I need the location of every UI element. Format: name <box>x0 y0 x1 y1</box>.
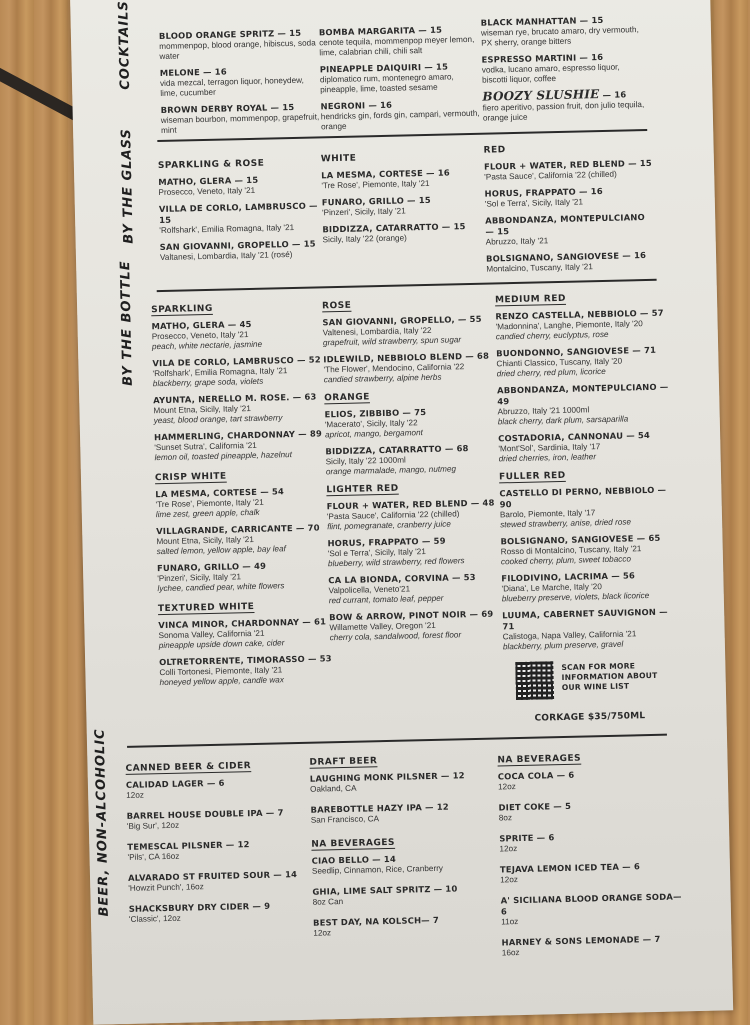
item-name: TEMESCAL PILSNER — 12 <box>127 839 250 852</box>
menu-item <box>313 914 493 939</box>
menu-item <box>157 559 333 594</box>
section-heading: LIGHTER RED <box>326 483 399 496</box>
item-description: 'Sol e Terra', Sicily, Italy '21 <box>327 547 426 559</box>
tasting-notes: red currant, tomato leaf, pepper <box>328 593 444 606</box>
section-heading: ROSE <box>322 300 352 312</box>
item-description: 'Pinzeri', Sicily, Italy '21 <box>157 572 242 584</box>
item-description: 8oz <box>498 813 513 823</box>
section-heading: SPARKLING <box>151 303 213 316</box>
item-name: BAREBOTTLE HAZY IPA — 12 <box>310 801 449 815</box>
item-description: diplomatico rum, montenegro amaro, pineapple, lime, toasted sesame <box>319 72 454 95</box>
tasting-notes: blueberry preserve, violets, black licorice <box>501 591 650 604</box>
menu-item <box>328 571 499 606</box>
item-name: IDLEWILD, NEBBIOLO BLEND — 68 <box>323 350 490 365</box>
item-name: ELIOS, ZIBBIBO — 75 <box>324 407 427 420</box>
item-description: Abruzzo, Italy '21 <box>485 236 549 247</box>
tasting-notes: candied strawberry, alpine herbs <box>323 372 442 385</box>
item-description: Sicily, Italy '22 1000ml <box>325 455 406 467</box>
menu-item <box>496 344 672 379</box>
item-name: FILODIVINO, LACRIMA — 56 <box>501 570 636 584</box>
menu-item <box>502 606 678 652</box>
tasting-notes: grapefruit, wild strawberry, spun sugar <box>322 335 462 348</box>
item-description: Barolo, Piemonte, Italy '17 <box>499 508 596 520</box>
item-description: 'Pils', CA 16oz <box>127 851 180 862</box>
menu-item <box>324 405 495 440</box>
item-name: PINEAPPLE DAIQUIRI — 15 <box>319 61 449 75</box>
item-name: BOLSIGNANO, SANGIOVESE — 65 <box>500 532 661 547</box>
menu-item <box>495 307 671 342</box>
tasting-notes: orange marmalade, mango, nutmeg <box>325 464 457 477</box>
item-description: 'Sol e Terra', Sicily, Italy '21 <box>484 197 584 209</box>
item-description: 12oz <box>126 790 145 800</box>
item-description: Willamette Valley, Oregon '21 <box>329 620 436 633</box>
item-description: 'Classic', 12oz <box>128 913 181 924</box>
bottle-col-3 <box>495 291 680 725</box>
menu-item <box>152 354 328 389</box>
item-description: Rosso di Montalcino, Tuscany, Italy '21 <box>500 544 642 557</box>
menu-item <box>320 61 481 96</box>
tasting-notes: lemon oil, toasted pineapple, hazelnut <box>154 450 293 463</box>
item-description: 12oz <box>497 782 516 792</box>
menu-item <box>485 185 655 210</box>
side-label-by-the-bottle: BY THE BOTTLE <box>118 260 136 386</box>
item-description: Montalcino, Tuscany, Italy '21 <box>486 262 593 274</box>
menu-item <box>160 238 320 263</box>
item-name: LAUGHING MONK PILSNER — 12 <box>309 770 465 784</box>
item-description: Seedlip, Cinnamon, Rice, Cranberry <box>311 863 444 876</box>
menu-item <box>127 838 307 863</box>
item-description: cenote tequila, mommenpop meyer lemon, lime, calabrian chili, chili salt <box>319 34 475 58</box>
item-description: vodka, lucano amaro, espresso liquor, biscotti liquor, coffee <box>481 62 620 85</box>
item-name: FUNARO, GRILLO — 49 <box>156 560 267 574</box>
item-description: Valpolicella, Veneto'21 <box>328 584 411 596</box>
menu-item <box>158 173 318 198</box>
item-description: Chianti Classico, Tuscany, Italy '20 <box>496 356 623 369</box>
item-name: SAN GIOVANNI, GROPELLO — 15 <box>159 238 316 253</box>
menu-item <box>322 221 482 246</box>
item-description: 12oz <box>313 928 332 938</box>
tasting-notes: flint, pomegranate, cranberry juice <box>327 519 451 532</box>
tasting-notes: blackberry, plum preserve, gravel <box>502 639 624 652</box>
section-heading: NA BEVERAGES <box>311 837 396 850</box>
item-name: VILLA DE CORLO, LAMBRUSCO — 15 <box>158 200 318 226</box>
section-heading: RED <box>483 145 506 156</box>
section-heading: CRISP WHITE <box>154 471 227 484</box>
item-name: BIDDIZZA, CATARRATTO — 15 <box>322 221 466 235</box>
item-description: Mount Etna, Sicily, Italy '21 <box>156 534 254 547</box>
glass-col-red <box>484 142 657 281</box>
section-heading: WHITE <box>320 153 357 165</box>
menu-item <box>327 497 498 532</box>
item-name: FLOUR + WATER, RED BLEND — 48 <box>326 497 495 512</box>
beer-col-canned <box>125 760 309 935</box>
tasting-notes: apricot, mango, bergamont <box>324 428 423 440</box>
qr-code-icon[interactable] <box>515 661 554 700</box>
item-description: 16oz <box>501 948 520 958</box>
menu-item <box>320 98 481 133</box>
tasting-notes: salted lemon, yellow apple, bay leaf <box>156 544 286 557</box>
menu-item <box>154 428 330 463</box>
menu-item <box>160 64 321 99</box>
beer-col-na <box>497 751 692 968</box>
item-description: vida mezcal, terragon liquor, honeydew, lime, cucumber <box>159 75 304 98</box>
item-name: A' SICILIANA BLOOD ORANGE SODA— 6 <box>500 891 682 917</box>
tasting-notes: stewed strawberry, anise, dried rose <box>500 517 632 530</box>
item-name: BIDDIZZA, CATARRATTO — 68 <box>325 443 469 457</box>
menu-item <box>481 51 647 86</box>
item-description: wiseman rye, brucato amaro, dry vermouth, PX sherry, orange bitters <box>480 25 639 48</box>
item-name: VILLAGRANDE, CARRICANTE — 70 <box>156 522 320 537</box>
corkage-fee: CORKAGE $35/750ML <box>534 711 646 724</box>
glass-col-white <box>321 151 483 252</box>
tasting-notes: honeyed yellow apple, candle wax <box>159 675 284 688</box>
menu-item <box>498 429 674 464</box>
item-name: LA MESMA, CORTESE — 54 <box>155 486 285 500</box>
tasting-notes: yeast, blood orange, tart strawberry <box>153 413 283 426</box>
item-description: 11oz <box>501 917 519 927</box>
menu-item <box>486 250 656 275</box>
tasting-notes: cherry cola, sandalwood, forest floor <box>329 630 462 643</box>
item-description: 'Big Sur', 12oz <box>126 820 180 831</box>
item-name: FLOUR + WATER, RED BLEND — 15 <box>483 157 652 172</box>
menu-item <box>127 807 307 832</box>
tasting-notes: cooked cherry, plum, sweet tobacco <box>500 554 632 567</box>
item-name: HORUS, FRAPPATO — 59 <box>327 535 446 549</box>
side-label-beer-non-alcoholic: BEER, NON-ALCOHOLIC <box>92 728 112 917</box>
menu-item <box>129 900 309 925</box>
menu-item <box>126 776 306 801</box>
item-description: Mount Etna, Sicily, Italy '21 <box>153 404 251 416</box>
item-description: 8oz Can <box>312 897 344 907</box>
boozy-slushie-title: BOOZY SLUSHIE <box>482 87 600 104</box>
menu-item <box>499 484 675 530</box>
tasting-notes: dried cherries, iron, leather <box>498 452 597 464</box>
item-name: VINCA MINOR, CHARDONNAY — 61 <box>158 616 327 631</box>
item-description: 12oz <box>499 844 518 854</box>
menu-item <box>151 317 327 352</box>
item-description: Prosecco, Veneto, Italy '21 <box>151 330 249 342</box>
item-description: Calistoga, Napa Valley, California '21 <box>502 629 637 642</box>
menu-item <box>319 24 480 59</box>
item-name: COSTADORIA, CANNONAU — 54 <box>498 429 651 444</box>
item-description: 'Howzit Punch', 16oz <box>128 882 204 893</box>
wine-menu-sheet <box>70 0 733 1025</box>
item-description: Oakland, CA <box>309 783 357 794</box>
menu-item <box>310 770 490 795</box>
item-description: hendricks gin, fords gin, campari, vermouth, orange <box>320 108 480 132</box>
tasting-notes: black cherry, dark plum, sarsaparilla <box>497 414 629 427</box>
menu-item <box>156 522 332 557</box>
item-description: 'Pinzeri', Sicily, Italy '21 <box>321 206 406 218</box>
menu-item <box>500 532 676 567</box>
item-name: LUUMA, CABERNET SAUVIGNON — 71 <box>502 606 668 632</box>
section-heading: SPARKLING & ROSE <box>157 158 265 172</box>
tasting-notes: peach, white nectarie, jasmine <box>151 339 263 352</box>
cocktails-col-3 <box>481 14 648 130</box>
item-description: mommenpop, blood orange, hibiscus, soda water <box>159 38 316 61</box>
item-description: 'Tre Rose', Piemonte, Italy '21 <box>321 178 430 191</box>
item-description: 'Pasta Sauce', California '22 (chilled) <box>326 509 460 522</box>
item-description: wiseman bourbon, mommenpop, grapefruit, mint <box>160 112 320 135</box>
menu-item <box>155 485 331 520</box>
menu-item <box>327 534 498 569</box>
item-name: FUNARO, GRILLO — 15 <box>321 194 431 208</box>
item-name: COCA COLA — 6 <box>497 769 575 782</box>
item-name: BLACK MANHATTAN — 15 <box>480 14 604 28</box>
item-name: OLTRETORRENTE, TIMORASSO — 53 <box>159 653 332 668</box>
item-name: MATHO, GLERA — 45 <box>151 318 252 332</box>
divider <box>127 734 667 748</box>
item-description: 'Madonnina', Langhe, Piemonte, Italy '20 <box>495 319 643 332</box>
menu-item <box>159 27 320 62</box>
item-description: Valtenesi, Lombardia, Italy '22 <box>322 325 432 338</box>
item-name: ABBONDANZA, MONTEPULCIANO — 49 <box>496 381 669 407</box>
item-description: Sonoma Valley, California '21 <box>158 628 265 641</box>
section-heading: FULLER RED <box>498 470 566 483</box>
item-name: ALVARADO ST FRUITED SOUR — 14 <box>127 869 298 883</box>
section-heading: NA BEVERAGES <box>497 753 582 766</box>
menu-item <box>484 158 654 183</box>
menu-item <box>329 608 500 643</box>
menu-item <box>310 801 490 826</box>
item-name: NEGRONI — 16 <box>320 99 393 112</box>
cocktails-col-2 <box>319 24 481 139</box>
menu-item <box>161 101 322 136</box>
section-heading: ORANGE <box>324 392 370 404</box>
menu-item <box>128 869 308 894</box>
tasting-notes: lychee, candied pear, white flowers <box>157 581 285 594</box>
menu-item <box>498 767 688 792</box>
tasting-notes: pineapple upside down cake, cider <box>158 638 285 651</box>
menu-item <box>159 653 335 688</box>
item-description: Sicily, Italy '22 (orange) <box>322 233 407 245</box>
item-name: BOLSIGNANO, SANGIOVESE — 16 <box>485 249 647 264</box>
item-name: ABBONDANZA, MONTEPULCIANO — 15 <box>485 212 645 237</box>
item-description: 'The Flower', Mendocino, California '22 <box>323 362 465 375</box>
item-description: 'Rolfshark', Emilia Romagna, Italy '21 <box>152 366 288 379</box>
menu-item <box>325 442 496 477</box>
section-heading: CANNED BEER & CIDER <box>125 761 252 774</box>
item-name: HAMMERLING, CHARDONNAY — 89 <box>153 428 323 443</box>
item-name: MATHO, GLERA — 15 <box>158 174 259 188</box>
item-name: GHIA, LIME SALT SPRITZ — 10 <box>312 883 458 897</box>
section-heading: DRAFT BEER <box>309 756 378 768</box>
item-description: Colli Tortonesi, Piemonte, Italy '21 <box>159 665 283 678</box>
menu-item <box>321 167 481 192</box>
item-name: CIAO BELLO — 14 <box>311 853 397 866</box>
tasting-notes: lime zest, green apple, chalk <box>155 507 260 520</box>
tasting-notes: blackberry, grape soda, violets <box>152 376 264 389</box>
item-name: CALIDAD LAGER — 6 <box>125 777 225 790</box>
menu-item <box>485 212 656 248</box>
scan-text: SCAN FOR MORE INFORMATION ABOUT OUR WINE LIST <box>561 661 658 693</box>
item-name: ESPRESSO MARTINI — 16 <box>481 51 604 65</box>
menu-item <box>312 852 492 877</box>
item-description: 'Mont'Sol', Sardinia, Italy '17 <box>498 442 601 454</box>
item-name: BEST DAY, NA KOLSCH— 7 <box>312 914 440 928</box>
item-description: San Francisco, CA <box>310 814 380 825</box>
item-name: VILA DE CORLO, LAMBRUSCO — 52 <box>152 354 321 369</box>
item-description: Valtanesi, Lombardia, Italy '21 (rosé) <box>159 250 293 263</box>
menu-item <box>498 798 688 823</box>
menu-item <box>501 891 692 927</box>
item-name: BOW & ARROW, PINOT NOIR — 69 <box>329 608 494 623</box>
item-description: — 16 <box>599 89 627 101</box>
section-heading: TEXTURED WHITE <box>157 601 255 615</box>
tasting-notes: dried cherry, red plum, licorice <box>496 366 606 379</box>
side-label-cocktails: COCKTAILS <box>116 0 134 90</box>
item-name: SPRITE — 6 <box>499 832 555 844</box>
item-description: 'Macerato', Sicily, Italy '22 <box>324 418 418 430</box>
item-description: 'Pasta Sauce', California '22 (chilled) <box>484 169 617 182</box>
menu-item <box>500 860 690 885</box>
menu-item <box>497 381 673 427</box>
item-name: SAN GIOVANNI, GROPELLO, — 55 <box>322 313 482 328</box>
item-name: BARREL HOUSE DOUBLE IPA — 7 <box>126 807 284 821</box>
item-description: 'Diana', Le Marche, Italy '20 <box>501 582 602 594</box>
item-name: DIET COKE — 5 <box>498 800 572 813</box>
item-name: MELONE — 16 <box>159 66 227 78</box>
divider <box>157 279 657 292</box>
menu-item <box>481 14 647 49</box>
tasting-notes: blueberry, wild strawberry, red flowers <box>327 556 465 569</box>
item-description: Abruzzo, Italy '21 1000ml <box>497 405 590 417</box>
menu-item <box>322 314 493 349</box>
item-description: 'Rolfshark', Emilia Romagna, Italy '21 <box>159 222 295 236</box>
tasting-notes: candied cherry, euclyptus, rose <box>495 329 609 342</box>
item-description: 12oz <box>500 875 519 885</box>
menu-item <box>499 829 689 854</box>
item-name: LA MESMA, CORTESE — 16 <box>321 167 450 181</box>
item-description: Prosecco, Veneto, Italy '21 <box>158 185 256 198</box>
menu-item <box>501 933 691 958</box>
side-label-by-the-glass: BY THE GLASS <box>119 128 137 244</box>
bottle-col-2 <box>322 298 500 650</box>
item-name: BUONDONNO, SANGIOVESE — 71 <box>496 344 657 359</box>
item-name: CASTELLO DI PERNO, NEBBIOLO — 90 <box>499 484 667 510</box>
menu-item <box>501 569 677 604</box>
menu-item <box>159 200 320 236</box>
item-name: RENZO CASTELLA, NEBBIOLO — 57 <box>495 307 664 322</box>
menu-item <box>153 391 329 426</box>
item-description: 'Tre Rose', Piemonte, Italy '21 <box>155 497 264 510</box>
menu-item <box>158 616 334 651</box>
cocktails-col-1 <box>159 27 321 142</box>
item-name: TEJAVA LEMON ICED TEA — 6 <box>499 861 641 875</box>
glass-col-sparkling <box>158 157 320 269</box>
beer-col-draft <box>309 754 493 949</box>
item-name: SHACKSBURY DRY CIDER — 9 <box>128 900 271 914</box>
item-name: CA LA BIONDA, CORVINA — 53 <box>328 571 476 586</box>
item-name: HORUS, FRAPPATO — 16 <box>484 185 603 199</box>
bottle-col-1 <box>151 301 335 694</box>
qr-block <box>503 658 679 714</box>
item-name: BROWN DERBY ROYAL — 15 <box>160 101 295 115</box>
item-name: HARNEY & SONS LEMONADE — 7 <box>501 933 661 948</box>
menu-item <box>312 883 492 908</box>
menu-item <box>323 350 494 385</box>
menu-item <box>322 194 482 219</box>
section-heading: MEDIUM RED <box>494 293 567 306</box>
item-name: BLOOD ORANGE SPRITZ — 15 <box>158 27 302 41</box>
menu-item <box>482 88 648 124</box>
item-description: fiero aperitivo, passion fruit, don julio tequila, orange juice <box>482 100 645 123</box>
item-description: 'Sunset Sutra', California '21 <box>154 440 257 453</box>
item-name: AYUNTA, NERELLO M. ROSE. — 63 <box>153 391 317 406</box>
item-name: BOMBA MARGARITA — 15 <box>318 24 443 38</box>
